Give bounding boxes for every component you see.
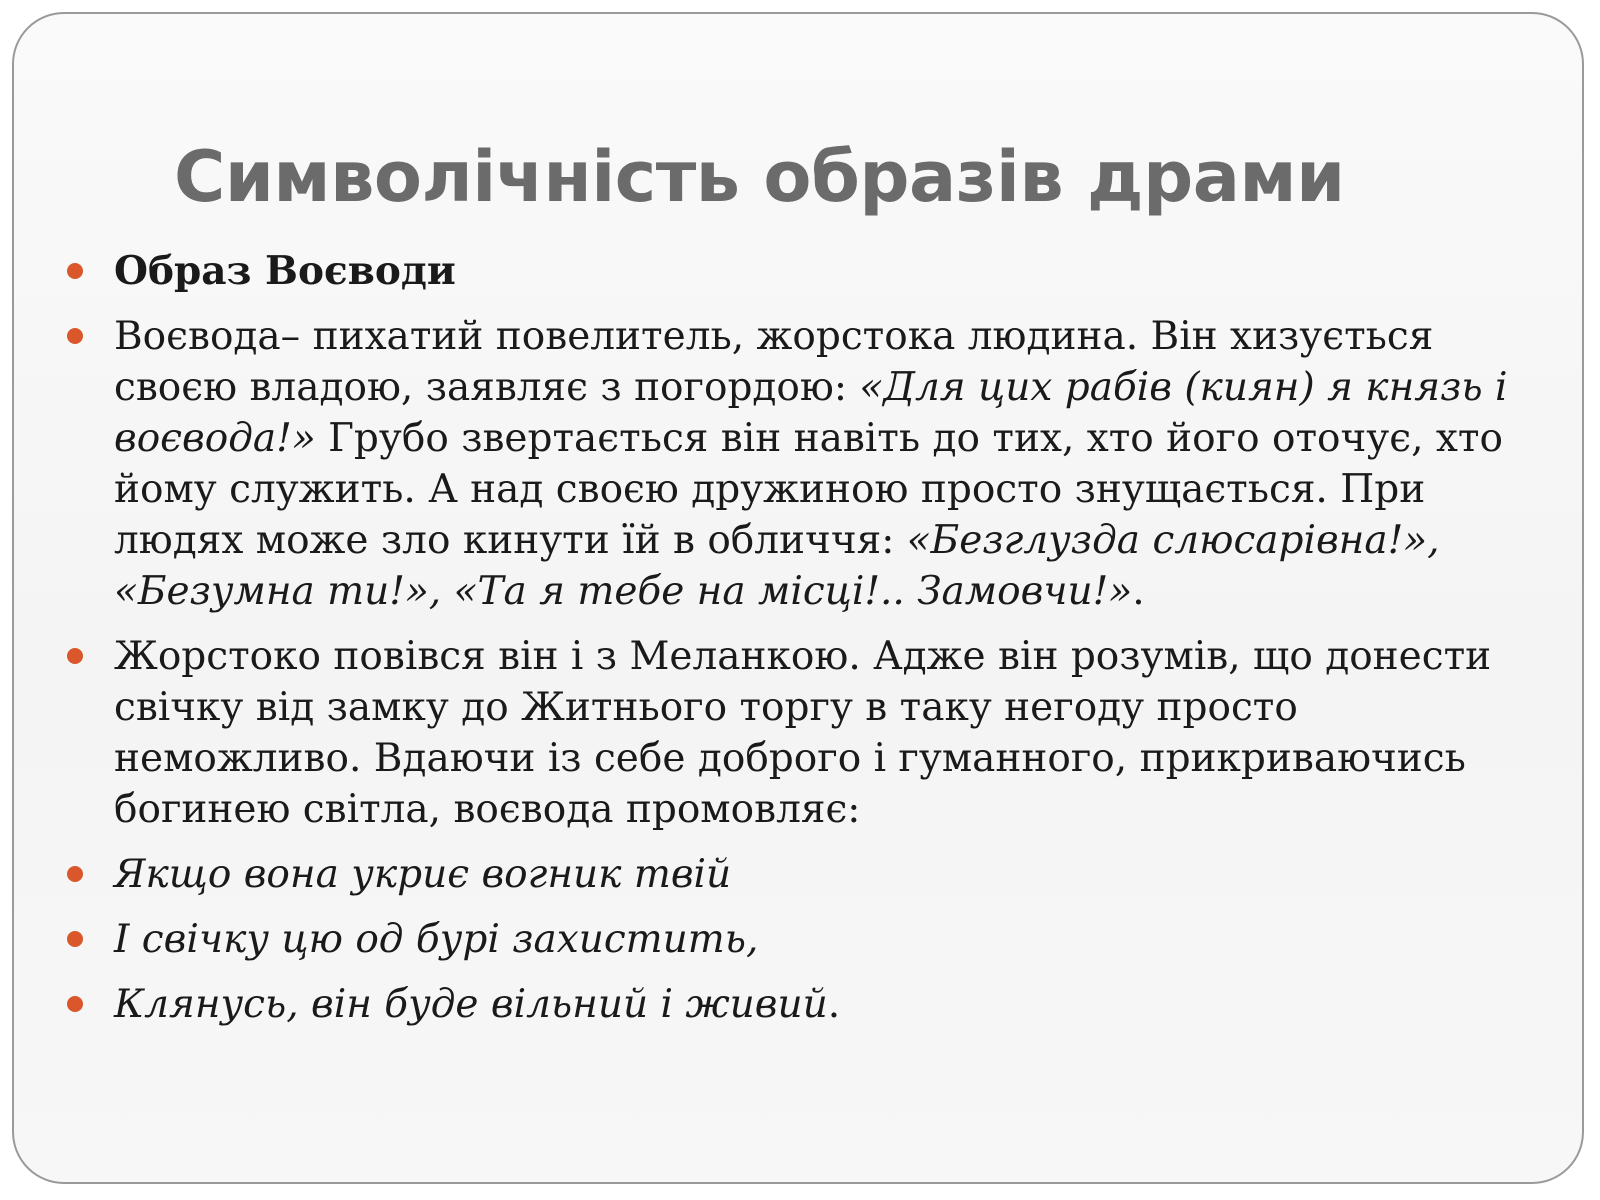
bullet-list <box>54 246 1554 1044</box>
bullet-dot-icon <box>67 866 83 882</box>
slide <box>12 12 1584 1184</box>
verse-line: Якщо вона укриє вогник твій <box>114 852 732 897</box>
punctuation: . <box>1132 569 1145 614</box>
punctuation: . <box>827 982 841 1027</box>
bullet-dot-icon <box>67 263 83 279</box>
list-item <box>54 246 1554 297</box>
bullet-dot-icon <box>67 931 83 947</box>
verse-line: І свічку цю од бурі захистить, <box>114 917 759 962</box>
quote-text: «Для цих рабів (киян) я князь і воєвода!» <box>114 365 1508 461</box>
list-item <box>54 979 1554 1030</box>
paragraph-text: Жорстоко повівся він і з Меланкою. Адже він розумів, що донести свічку від замку до Житнього торгу в таку негоду просто неможливо. Вдаючи із себе доброго і гуманного, прикриваючись богинею світла, воєвода промовляє: <box>114 634 1492 832</box>
bullet-dot-icon <box>67 328 83 344</box>
list-item <box>54 849 1554 900</box>
slide-title: Символічність образів драми <box>174 136 1345 218</box>
list-item <box>54 914 1554 965</box>
paragraph-text: Грубо звертається він навіть до тих, хто його оточує, хто йому служить. А над своєю дружиною просто знущається. При людях може зло кинути їй в обличчя: <box>114 416 1503 563</box>
section-heading: Образ Воєводи <box>114 248 456 294</box>
list-item <box>54 631 1554 835</box>
list-item <box>54 311 1554 617</box>
bullet-dot-icon <box>67 996 83 1012</box>
quote-text: «Безглузда слюсарівна!», «Безумна ти!», «Та я тебе на місці!.. Замовчи!» <box>114 518 1440 614</box>
bullet-dot-icon <box>67 648 83 664</box>
verse-line: Клянусь, він буде вільний і живий <box>114 982 828 1027</box>
paragraph-text: Воєвода– пихатий повелитель, жорстока людина. Він хизується своєю владою, заявляє з погордою: <box>114 314 1434 410</box>
